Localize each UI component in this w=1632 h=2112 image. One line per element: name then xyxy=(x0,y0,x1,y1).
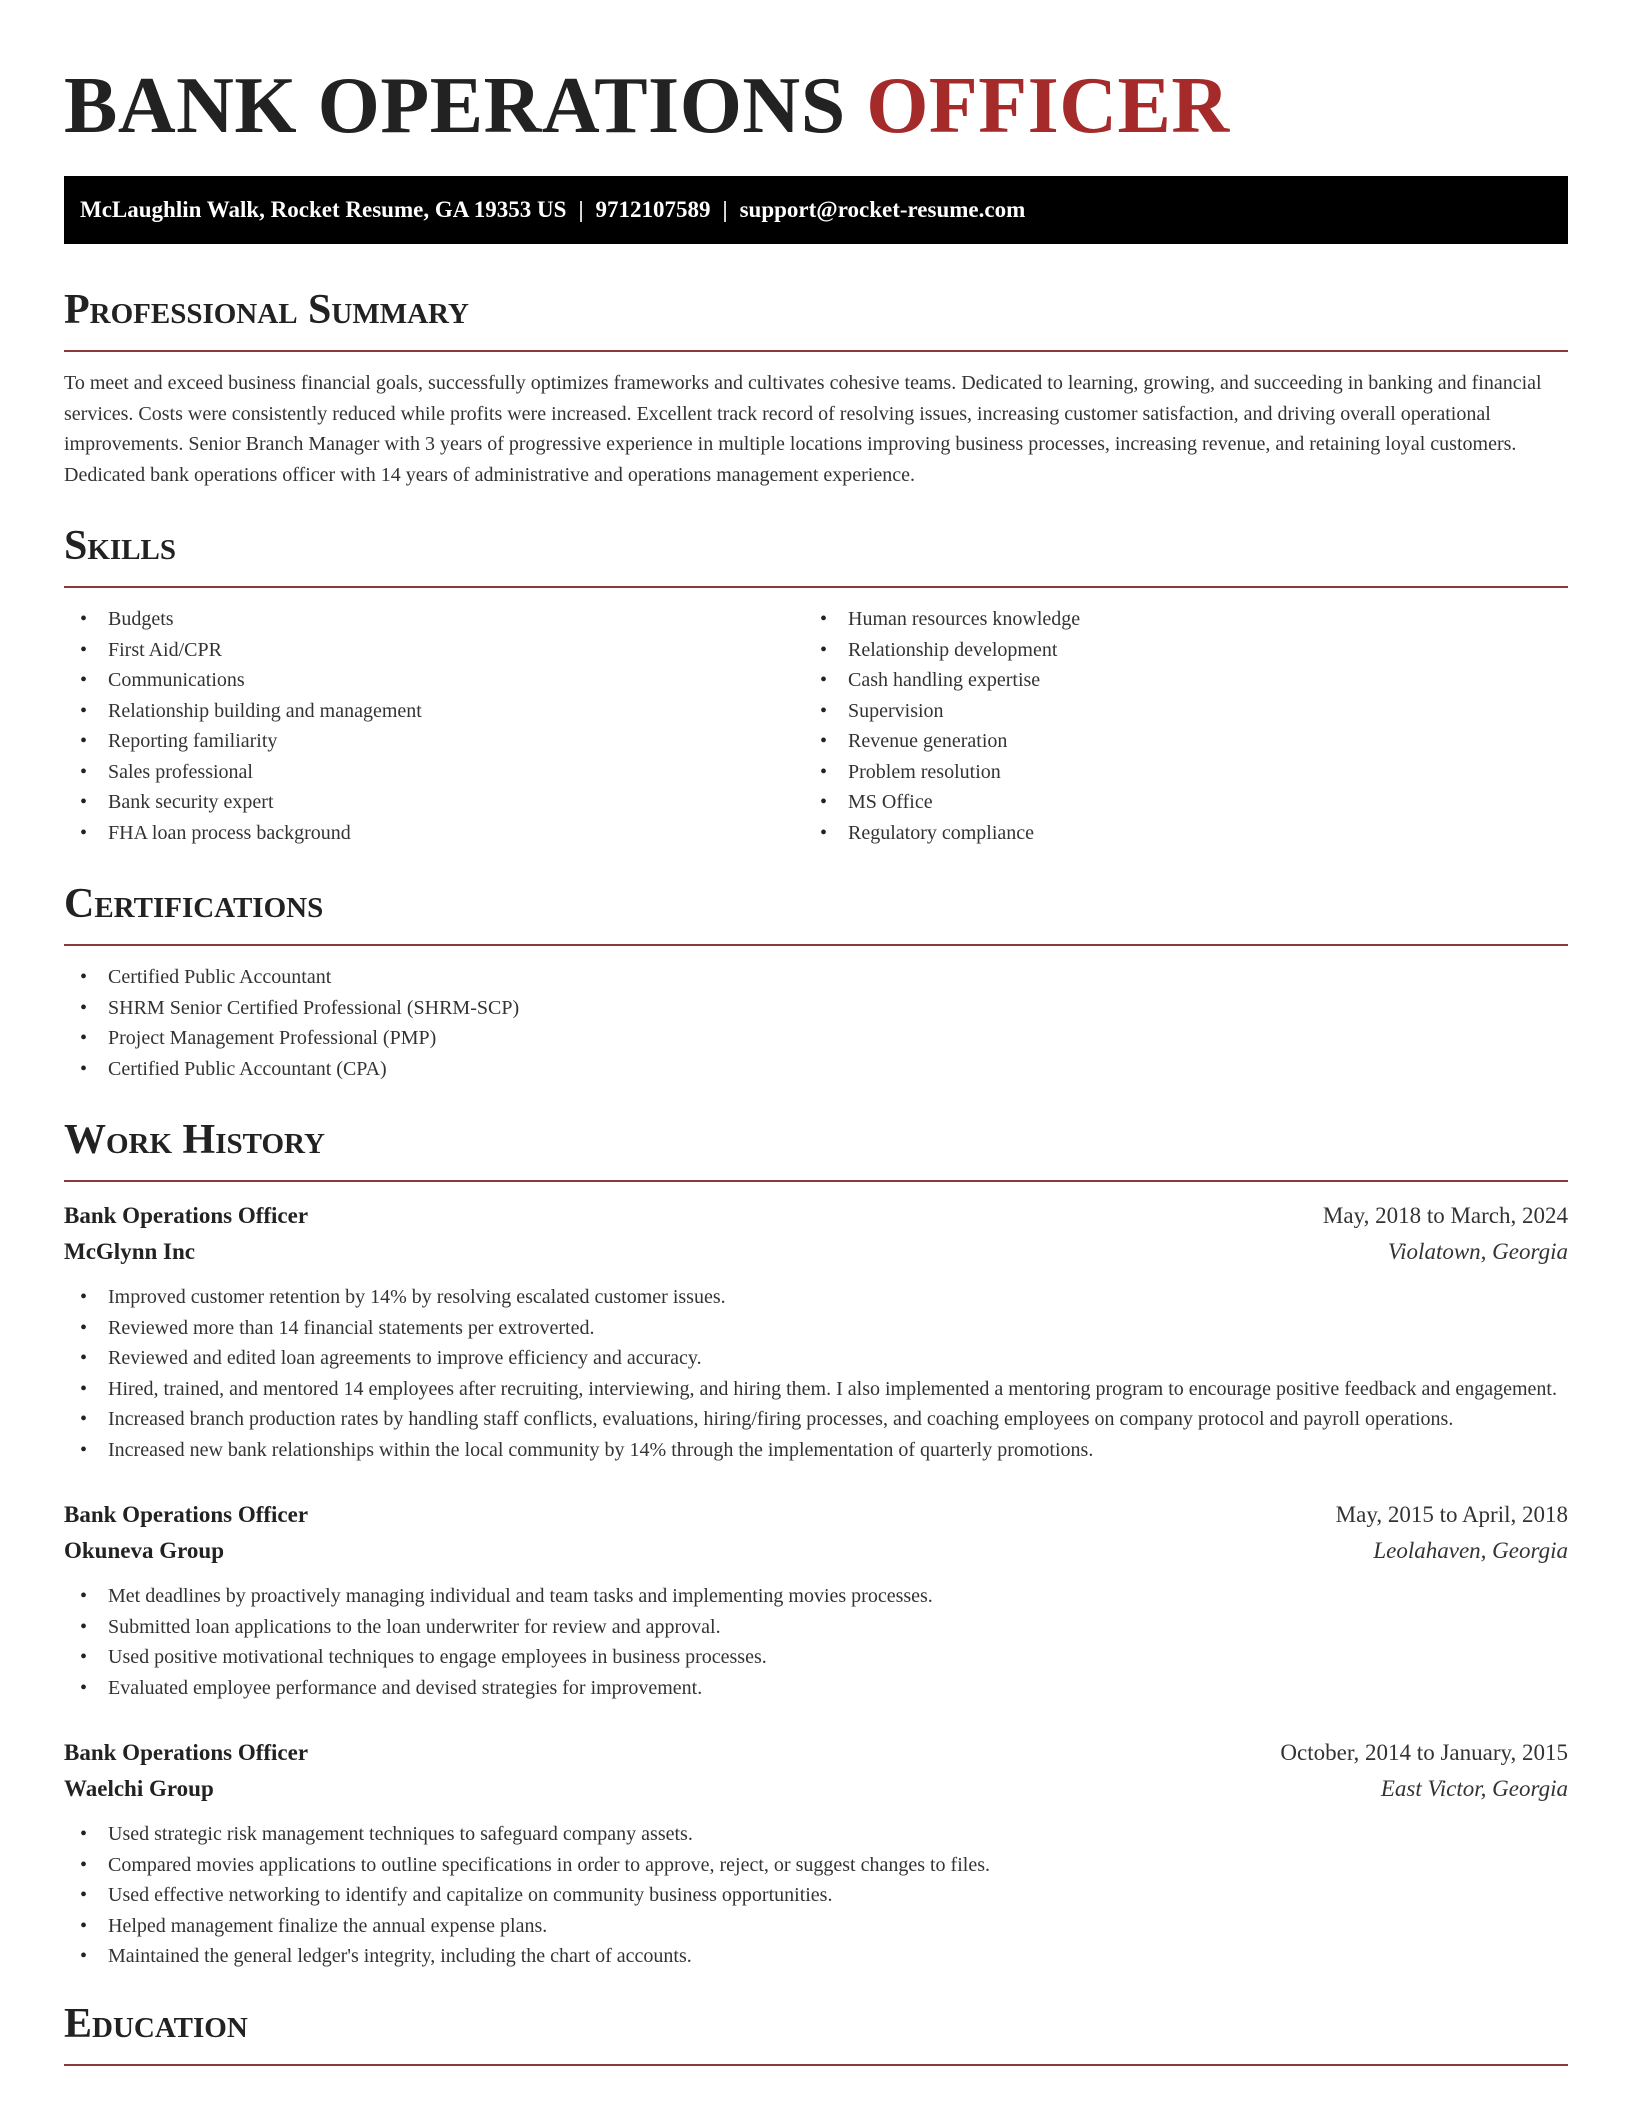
skill-item: • Cash handling expertise xyxy=(804,665,1544,696)
skill-item: • Sales professional xyxy=(64,757,804,788)
job-dates: October, 2014 to January, 2015 xyxy=(1280,1740,1568,1765)
contact-separator: | xyxy=(722,197,728,222)
job-bullet: • Improved customer retention by 14% by resolving escalated customer issues. xyxy=(64,1282,1568,1313)
certification-item: • SHRM Senior Certified Professional (SHRM-SCP) xyxy=(64,993,1568,1024)
section-divider xyxy=(64,586,1568,588)
job-bullets xyxy=(64,1819,1568,1972)
work-history-section xyxy=(64,1114,1568,1972)
job-header-row xyxy=(64,1497,1568,1533)
skill-item: • Bank security expert xyxy=(64,787,804,818)
job-company: Okuneva Group xyxy=(64,1538,224,1563)
certifications-list xyxy=(64,962,1568,1084)
job-entry xyxy=(64,1735,1568,1972)
skills-list-right xyxy=(804,604,1544,848)
job-company-row xyxy=(64,1533,1568,1569)
job-title: Bank Operations Officer xyxy=(64,1203,309,1228)
certifications-heading: Certifications xyxy=(64,881,324,927)
summary-text: To meet and exceed business financial goals, successfully optimizes frameworks and cultivates cohesive teams. Dedicated to learning, growing, and succeeding in banking and financial services. Costs were consistently reduced while profits were increased. Excellent track record of resolving issues, increasing customer satisfaction, and driving overall operational improvements. Senior Branch Manager with 3 years of progressive experience in multiple locations improving business processes, increasing revenue, and retaining loyal customers. Dedicated bank operations officer with 14 years of administrative and operations management experience. xyxy=(64,372,1542,486)
skills-heading: Skills xyxy=(64,523,177,569)
skill-item: • FHA loan process background xyxy=(64,818,804,849)
certifications-section xyxy=(64,878,1568,1084)
skill-item: • Human resources knowledge xyxy=(804,604,1544,635)
skill-item: • First Aid/CPR xyxy=(64,635,804,666)
job-header-row xyxy=(64,1735,1568,1771)
section-divider xyxy=(64,2064,1568,2066)
education-section xyxy=(64,1998,1568,2066)
page-title xyxy=(64,0,1568,152)
job-company-row xyxy=(64,1771,1568,1807)
work-history-heading: Work History xyxy=(64,1117,325,1163)
skill-item: • MS Office xyxy=(804,787,1544,818)
job-bullet: • Increased new bank relationships within the local community by 14% through the implementation of quarterly promotions. xyxy=(64,1435,1568,1466)
job-bullet: • Used strategic risk management techniques to safeguard company assets. xyxy=(64,1819,1568,1850)
section-divider xyxy=(64,944,1568,946)
certification-item: • Project Management Professional (PMP) xyxy=(64,1023,1568,1054)
certification-item: • Certified Public Accountant (CPA) xyxy=(64,1054,1568,1085)
job-bullet: • Reviewed and edited loan agreements to improve efficiency and accuracy. xyxy=(64,1343,1568,1374)
section-divider xyxy=(64,1180,1568,1182)
contact-address: McLaughlin Walk, Rocket Resume, GA 19353 US xyxy=(80,197,567,222)
job-title: Bank Operations Officer xyxy=(64,1502,309,1527)
job-dates: May, 2015 to April, 2018 xyxy=(1335,1502,1568,1527)
skill-item: • Budgets xyxy=(64,604,804,635)
job-bullet: • Used effective networking to identify and capitalize on community business opportunities. xyxy=(64,1880,1568,1911)
job-company: McGlynn Inc xyxy=(64,1239,195,1264)
skills-grid xyxy=(64,604,1568,848)
section-divider xyxy=(64,350,1568,352)
job-entry xyxy=(64,1497,1568,1703)
job-bullet: • Submitted loan applications to the loan underwriter for review and approval. xyxy=(64,1612,1568,1643)
job-company-row xyxy=(64,1234,1568,1270)
job-location: East Victor, Georgia xyxy=(1380,1776,1568,1801)
job-bullet: • Compared movies applications to outline specifications in order to approve, reject, or suggest changes to files. xyxy=(64,1850,1568,1881)
contact-bar xyxy=(64,176,1568,244)
skill-item: • Supervision xyxy=(804,696,1544,727)
resume-page xyxy=(64,0,1568,2066)
job-dates: May, 2018 to March, 2024 xyxy=(1322,1203,1568,1228)
job-bullet: • Increased branch production rates by handling staff conflicts, evaluations, hiring/firing processes, and coaching employees on company protocol and payroll operations. xyxy=(64,1404,1568,1435)
certification-item: • Certified Public Accountant xyxy=(64,962,1568,993)
job-bullet: • Hired, trained, and mentored 14 employees after recruiting, interviewing, and hiring them. I also implemented a mentoring program to encourage positive feedback and engagement. xyxy=(64,1374,1568,1405)
summary-heading: Professional Summary xyxy=(64,287,469,333)
job-bullet: • Evaluated employee performance and devised strategies for improvement. xyxy=(64,1673,1568,1704)
job-company: Waelchi Group xyxy=(64,1776,214,1801)
title-main: BANK OPERATIONS xyxy=(64,62,846,150)
job-header-row xyxy=(64,1198,1568,1234)
summary-section xyxy=(64,284,1568,490)
education-heading: Education xyxy=(64,2000,248,2047)
job-bullet: • Used positive motivational techniques to engage employees in business processes. xyxy=(64,1642,1568,1673)
job-title: Bank Operations Officer xyxy=(64,1740,309,1765)
skill-item: • Problem resolution xyxy=(804,757,1544,788)
skill-item: • Relationship building and management xyxy=(64,696,804,727)
skill-item: • Reporting familiarity xyxy=(64,726,804,757)
skill-item: • Relationship development xyxy=(804,635,1544,666)
contact-email[interactable]: support@rocket-resume.com xyxy=(739,197,1026,222)
skill-item: • Revenue generation xyxy=(804,726,1544,757)
contact-phone[interactable]: 9712107589 xyxy=(595,197,711,222)
job-bullets xyxy=(64,1581,1568,1703)
job-bullet: • Reviewed more than 14 financial statements per extroverted. xyxy=(64,1313,1568,1344)
contact-separator: | xyxy=(578,197,584,222)
job-bullet: • Helped management finalize the annual expense plans. xyxy=(64,1911,1568,1942)
skill-item: • Communications xyxy=(64,665,804,696)
job-entry xyxy=(64,1198,1568,1465)
title-accent: OFFICER xyxy=(866,62,1230,150)
skill-item: • Regulatory compliance xyxy=(804,818,1544,849)
job-location: Leolahaven, Georgia xyxy=(1373,1538,1568,1563)
job-bullet: • Maintained the general ledger's integrity, including the chart of accounts. xyxy=(64,1941,1568,1972)
skills-section xyxy=(64,520,1568,848)
skills-list-left xyxy=(64,604,804,848)
job-bullet: • Met deadlines by proactively managing individual and team tasks and implementing movies processes. xyxy=(64,1581,1568,1612)
job-location: Violatown, Georgia xyxy=(1387,1239,1568,1264)
job-bullets xyxy=(64,1282,1568,1465)
